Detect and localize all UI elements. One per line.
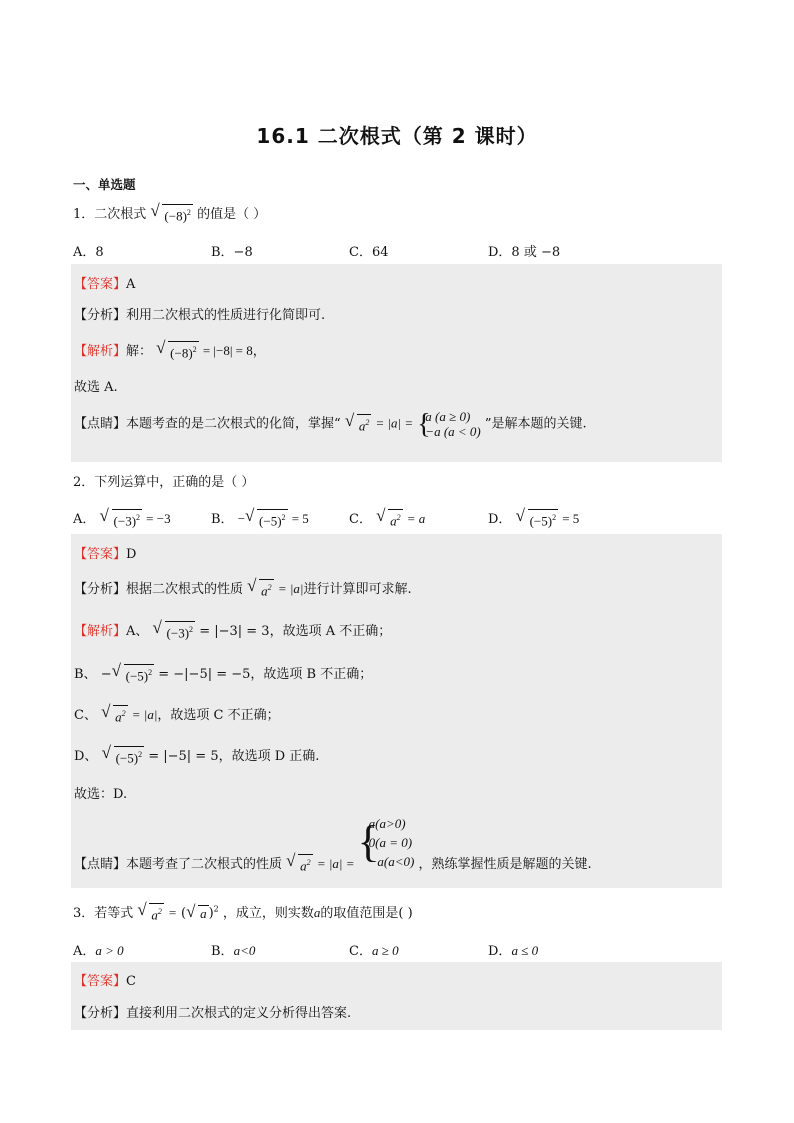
q2-analysis: 【分析】根据二次根式的性质 √ $a^2 = |a|$进行计算即可求解. [74,576,412,599]
question-2-stem: 2．下列运算中，正确的是（ ） [73,475,255,490]
q2-option-d: D． √ $(-5)^2 = 5$ [488,506,580,529]
q1-option-a: A．8 [73,245,104,260]
question-1-stem: 1．二次根式 √ $(-8)^2$ 的值是（ ） [73,201,267,224]
q1-analysis: 【分析】利用二次根式的性质进行化简即可. [74,308,326,323]
q2-solution-a: 【解析】A、 √ $(-3)^2 = |-3| = 3$，故选项 A 不正确； [74,618,392,641]
q2-option-b: B． − √ $(-5)^2 = 5$ [211,506,309,529]
q3-option-c: C．a ≥ 0 [349,943,399,959]
q1-comment: 【点睛】本题考查的是二次根式的化简，掌握“ √ $a^2 = |a|$ = { a (a ≥ 0) −a (a < 0) ”是解本题的关键. [74,409,587,440]
radical-expression: √ $(-8)^2$ [150,201,191,224]
q3-option-a: A．a > 0 [73,943,124,959]
q1-solution-end: 故选 A. [74,380,118,395]
q1-option-d: D．8 或 −8 [488,245,561,260]
question-3-stem: 3．若等式 √ $a^2$ = ( √ a )$^2$ ，成立，则实数a的取值范围是( ) [73,900,413,923]
q2-solution-d: D、 √ $(-5)^2 = |-5| = 5$，故选项 D 正确. [74,743,320,766]
q3-option-d: D．a ≤ 0 [488,943,539,959]
q2-solution-box [71,534,722,888]
q3-solution-box [71,962,722,1030]
q1-solution: 【解析】解： √ $(-8)^2 = |-8| = 8$， [74,338,266,361]
page-title: 16.1 二次根式（第 2 课时） [256,124,538,148]
q1-option-b: B．−8 [211,245,253,260]
section-heading: 一、单选题 [73,177,136,192]
q2-solution-c: C、 √ $a^2 = |a|$，故选项 C 不正确； [74,702,280,725]
q3-answer: 【答案】C [74,974,136,989]
q3-option-b: B．a<0 [211,943,256,959]
q2-comment: 【点睛】本题考查了二次根式的性质 √ $a^2 = |a|$ = { a(a>0) 0(a = 0) −a(a<0) ，熟练掌握性质是解题的关键. [74,816,592,874]
q2-option-c: C． √ $a^2 = a$ [349,506,426,529]
q1-option-c: C．64 [349,245,389,260]
q2-solution-end: 故选：D. [74,787,128,802]
q3-analysis: 【分析】直接利用二次根式的定义分析得出答案. [74,1006,352,1021]
q1-solution-box [71,264,722,462]
q2-solution-b: B、 − √ $(-5)^2 = -|-5| = -5$，故选项 B 不正确； [74,661,373,684]
q2-option-a: A． √ $(-3)^2 = -3$ [73,506,171,529]
q2-answer: 【答案】D [74,547,137,562]
q1-answer: 【答案】A [74,277,136,292]
